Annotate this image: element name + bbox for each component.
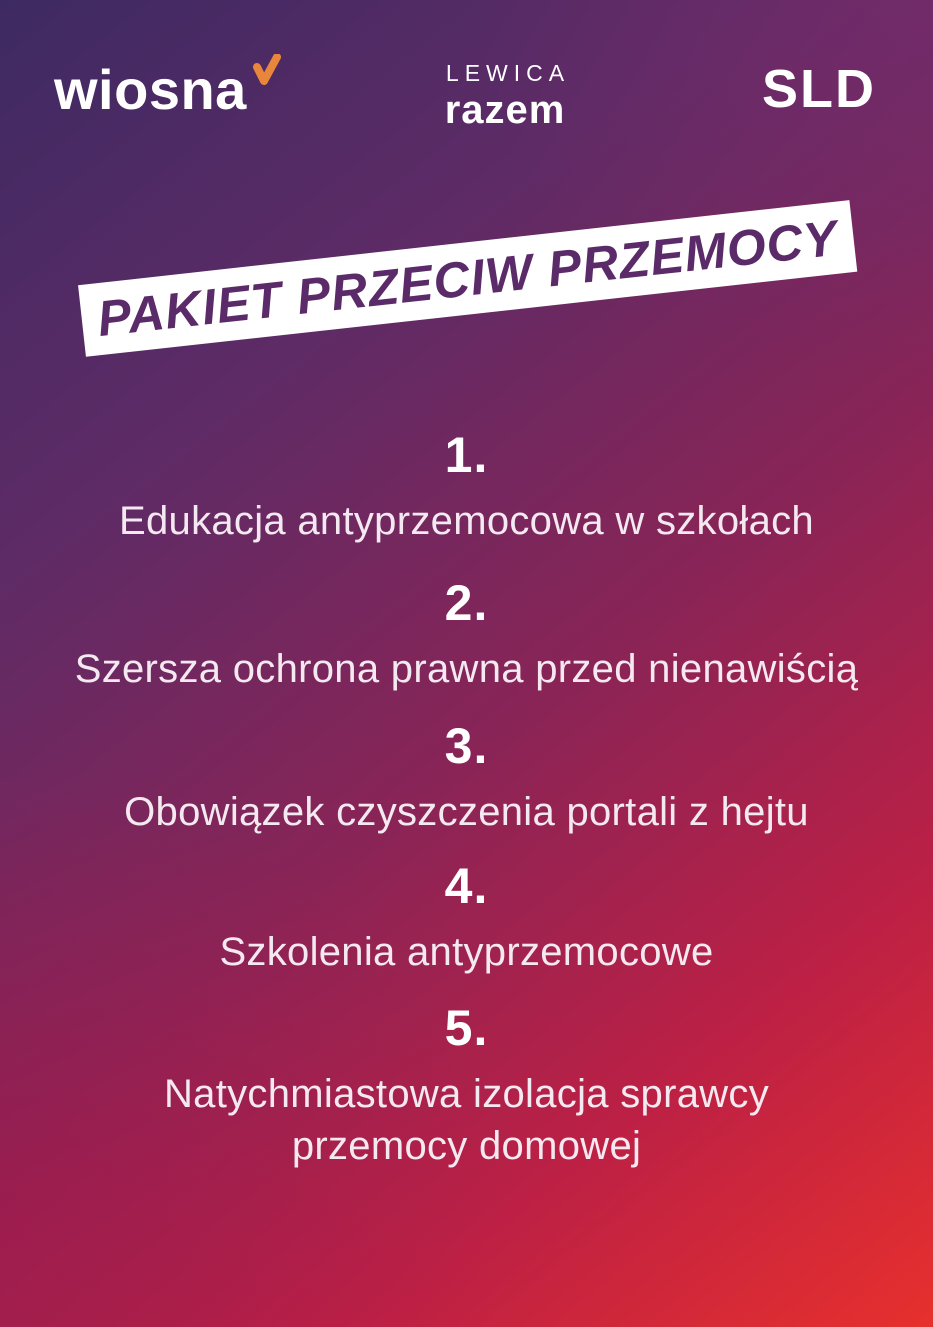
logo-lewica-razem bbox=[438, 62, 572, 130]
list-item-4 bbox=[0, 858, 933, 978]
wiosna-wordmark: wiosna bbox=[54, 58, 247, 121]
item-number: 4. bbox=[444, 858, 489, 914]
item-text: Obowiązek czyszczenia portali z hejtu bbox=[124, 790, 809, 834]
list-item-1 bbox=[0, 427, 933, 547]
item-number: 3. bbox=[444, 718, 489, 774]
list-item-2 bbox=[0, 575, 933, 695]
check-icon bbox=[253, 54, 281, 86]
list-item-3 bbox=[0, 718, 933, 838]
razem-wordmark: razem bbox=[444, 88, 566, 132]
item-number: 2. bbox=[444, 575, 489, 631]
item-text: Natychmiastowa izolacja sprawcy przemocy domowej bbox=[163, 1072, 770, 1168]
title-banner bbox=[78, 200, 857, 357]
logo-sld bbox=[762, 59, 876, 119]
item-number: 5. bbox=[444, 1000, 489, 1056]
page-title: PAKIET PRZECIW PRZEMOCY bbox=[94, 209, 841, 348]
logo-wiosna bbox=[54, 58, 247, 121]
item-text: Szersza ochrona prawna przed nienawiścią bbox=[74, 647, 859, 691]
check-icon-stroke bbox=[257, 57, 277, 81]
list-item-5 bbox=[0, 1000, 933, 1172]
item-number: 1. bbox=[444, 427, 489, 483]
sld-wordmark: SLD bbox=[762, 59, 876, 119]
item-text: Szkolenia antyprzemocowe bbox=[219, 930, 714, 974]
item-text: Edukacja antyprzemocowa w szkołach bbox=[119, 499, 814, 543]
lewica-wordmark: LEWICA bbox=[445, 60, 571, 86]
